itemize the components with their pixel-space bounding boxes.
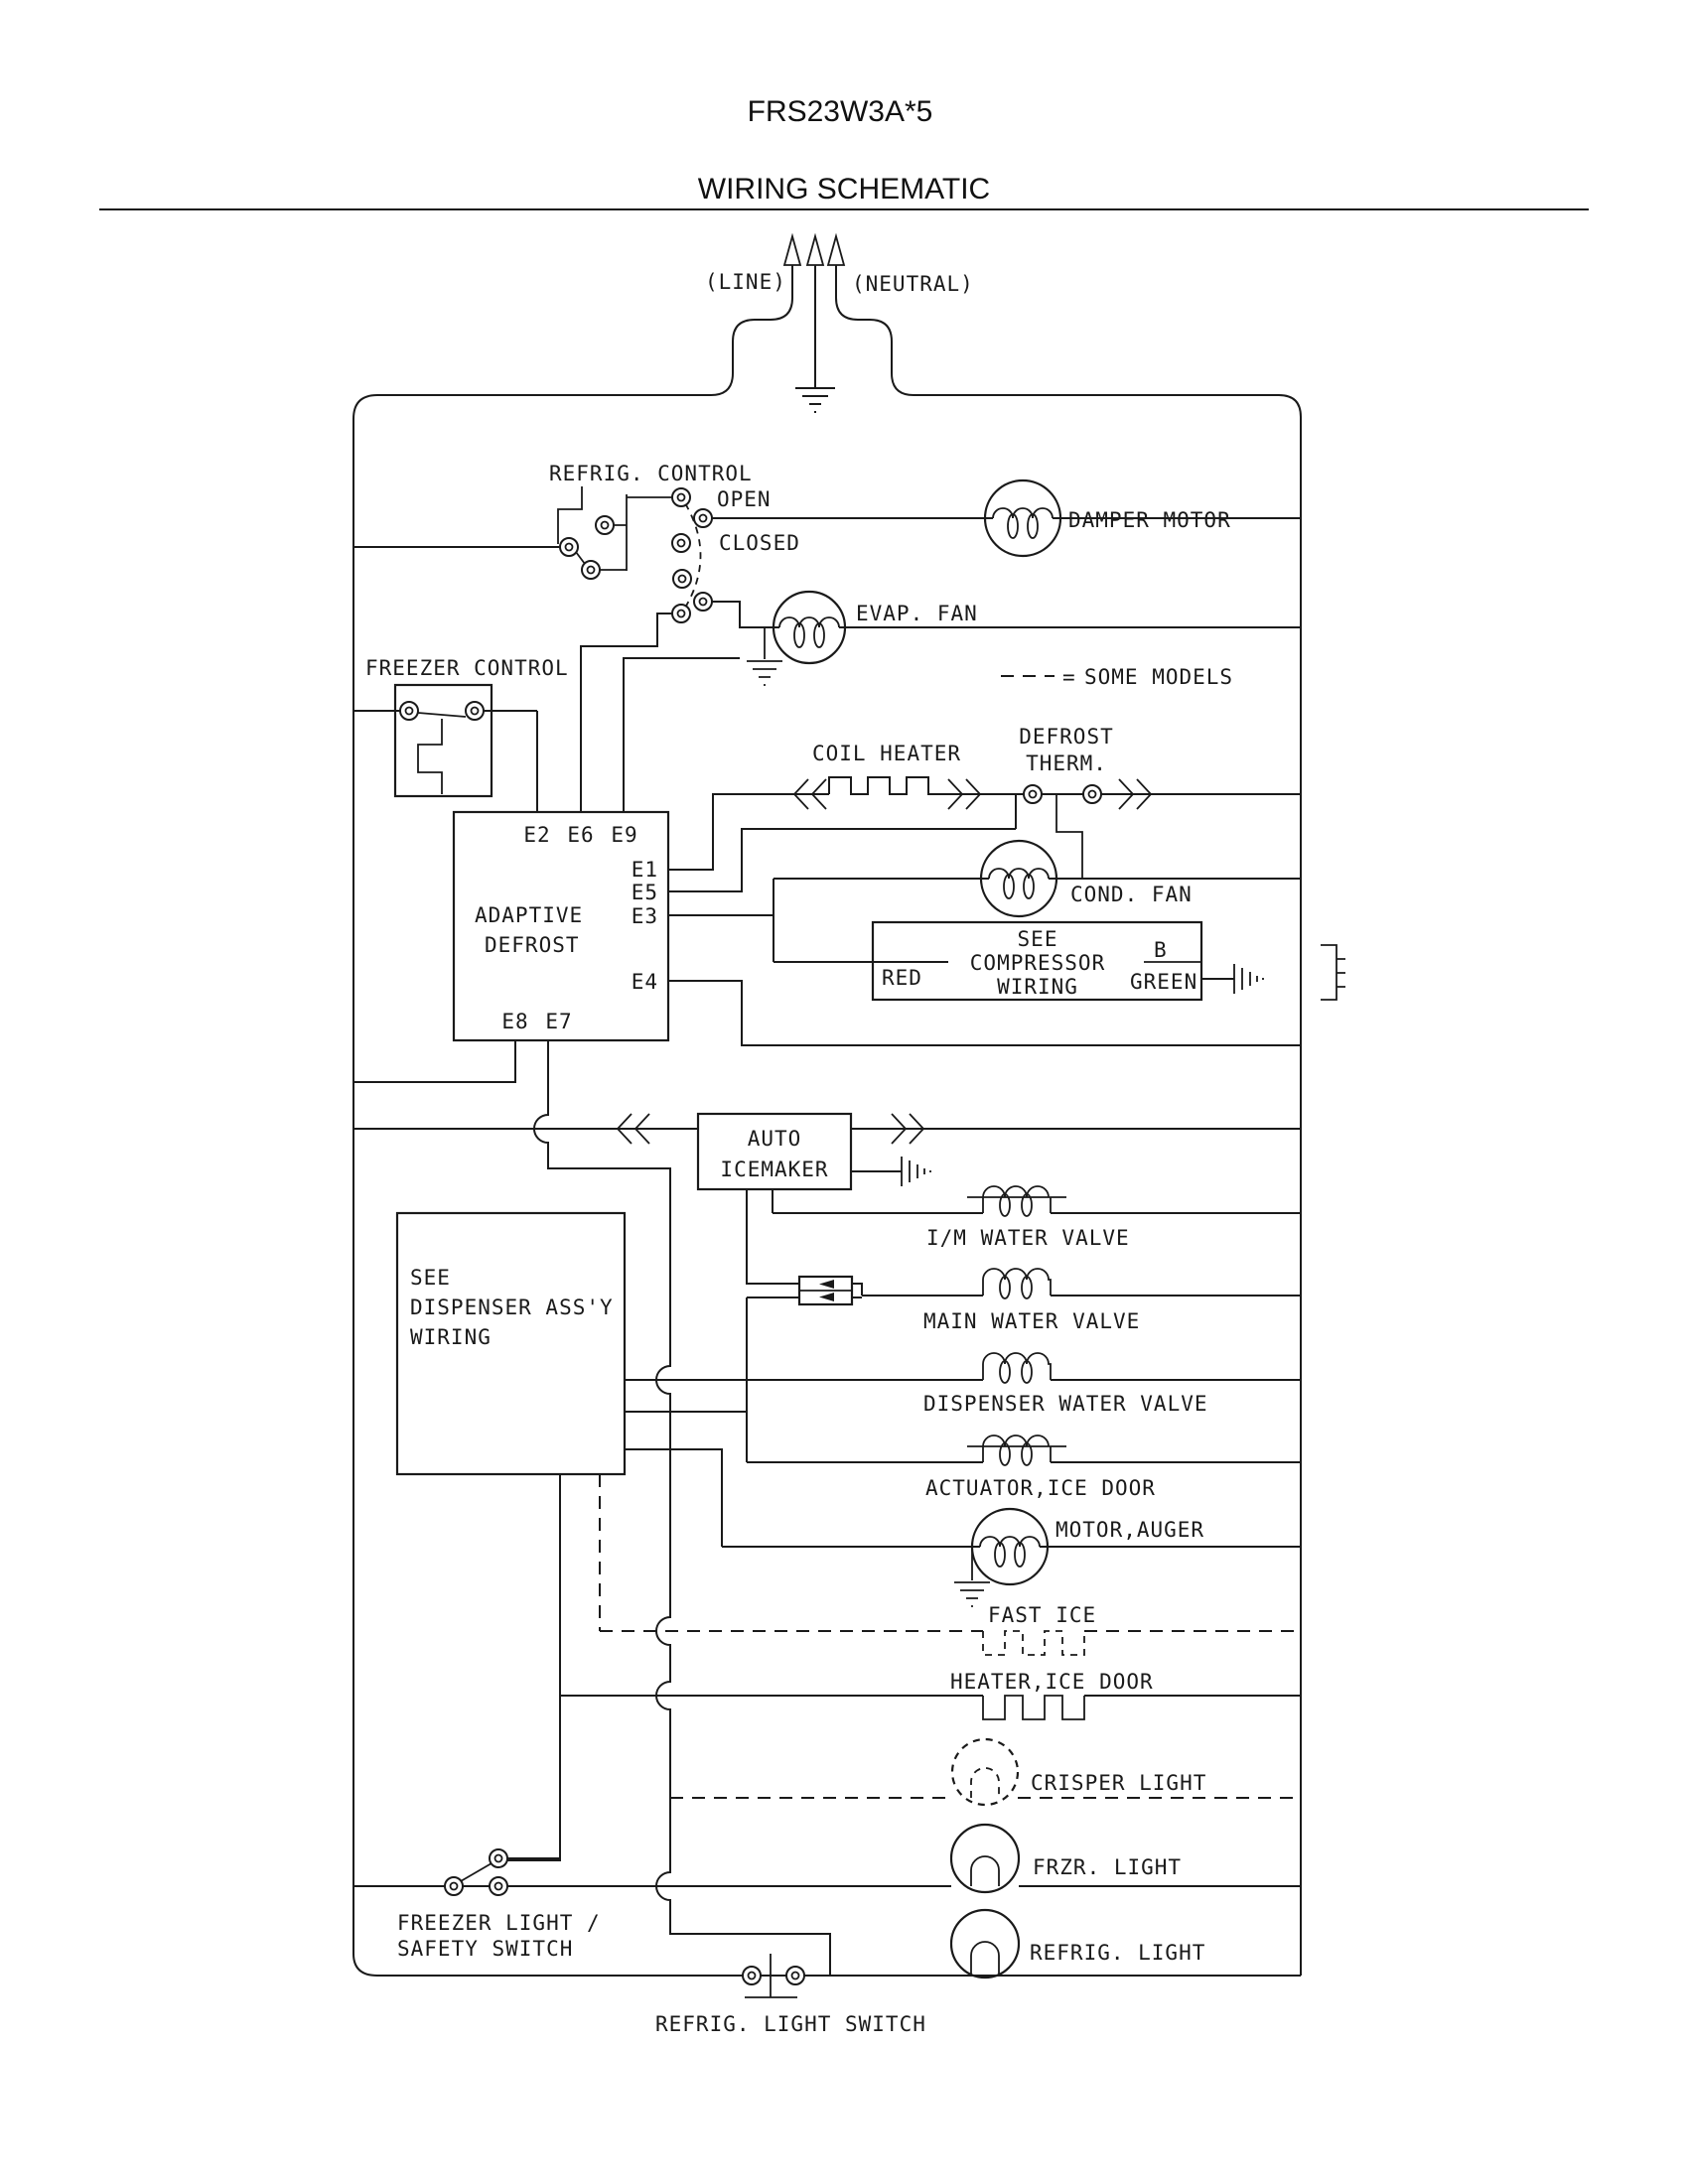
icemaker-ground-icon [902, 1157, 930, 1186]
neutral-label: (NEUTRAL) [852, 272, 974, 296]
motor-auger [722, 1509, 1301, 1606]
pin-e2: E2 [523, 823, 551, 847]
actuator-ice-door [747, 1435, 1301, 1500]
cond-fan [774, 841, 1301, 916]
compressor-label-2: COMPRESSOR [969, 951, 1106, 975]
legend-equals: = [1062, 665, 1076, 689]
cond-fan-symbol [981, 841, 1056, 916]
frzr-light-label: FRZR. LIGHT [1033, 1855, 1183, 1879]
actuator-coil [967, 1435, 1066, 1462]
dispenser-assy-label-3: WIRING [410, 1325, 492, 1349]
im-water-valve [773, 1186, 1301, 1250]
fast-ice-heater-element [983, 1631, 1084, 1655]
damper-motor [712, 480, 1301, 556]
defrost-heater-line [668, 725, 1301, 879]
compressor-red-label: RED [882, 966, 922, 990]
earth-ground-icon [795, 388, 835, 412]
refrig-light-filament [971, 1942, 999, 1976]
freezer-light-switch-label-1: FREEZER LIGHT / [397, 1911, 601, 1935]
freezer-control-label: FREEZER CONTROL [365, 656, 569, 680]
compressor [774, 922, 1345, 1000]
adaptive-defrost-label-1: ADAPTIVE [475, 903, 584, 927]
freezer-light-switch-label-2: SAFETY SWITCH [397, 1937, 574, 1961]
compressor-label-3: WIRING [997, 975, 1078, 999]
model-number: FRS23W3A*5 [747, 95, 933, 128]
icemaker-label-1: AUTO [747, 1127, 802, 1151]
legend-label: SOME MODELS [1084, 665, 1234, 689]
motor-auger-coil [980, 1537, 1040, 1547]
power-entry [705, 236, 974, 412]
pin-e9: E9 [611, 823, 638, 847]
refrig-light-symbol [951, 1910, 1019, 1978]
im-valve-coil [967, 1186, 1066, 1213]
diode-arrow-bottom-icon [819, 1293, 834, 1301]
coil-heater-label: COIL HEATER [811, 742, 962, 765]
pin-e4: E4 [631, 970, 658, 994]
refrig-light-label: REFRIG. LIGHT [1030, 1941, 1206, 1965]
diode-arrow-top-icon [819, 1280, 834, 1289]
freezer-control [353, 656, 569, 812]
motor-auger-ground-icon [954, 1547, 990, 1606]
main-valve-label: MAIN WATER VALVE [923, 1309, 1141, 1333]
line-label: (LINE) [705, 270, 786, 294]
pin-e1: E1 [631, 858, 658, 882]
e9-wire [624, 658, 740, 812]
e8-wire [353, 1040, 515, 1082]
closed-label: CLOSED [719, 531, 800, 555]
evap-fan-symbol [774, 592, 845, 663]
heater-ice-door-element [983, 1696, 1084, 1719]
dispenser-assy-label-1: SEE [410, 1266, 451, 1290]
edge-connector-icon [1321, 945, 1345, 1000]
evap-fan-label: EVAP. FAN [856, 602, 978, 625]
auto-icemaker [353, 1114, 1301, 1284]
pin-e6: E6 [567, 823, 595, 847]
dispenser-valve-label: DISPENSER WATER VALVE [923, 1392, 1208, 1416]
refrig-control-linkage [558, 486, 582, 544]
motor-auger-label: MOTOR,AUGER [1055, 1518, 1205, 1542]
crisper-light-label: CRISPER LIGHT [1031, 1771, 1207, 1795]
crisper-light-symbol [952, 1739, 1018, 1805]
main-valve-wire [852, 1284, 1301, 1297]
auger-branch-wire [625, 1449, 722, 1547]
pin-e5: E5 [631, 881, 658, 904]
dispenser-assy [397, 1213, 722, 1860]
defrost-therm-label-1: DEFROST [1019, 725, 1114, 749]
heater-ice-door-label: HEATER,ICE DOOR [950, 1670, 1154, 1694]
icemaker-bottom-wires [747, 1189, 799, 1284]
compressor-green-label: GREEN [1130, 970, 1198, 994]
icemaker-label-2: ICEMAKER [720, 1158, 829, 1181]
fast-ice [600, 1603, 1301, 1655]
compressor-label-1: SEE [1017, 927, 1058, 951]
damper-motor-symbol [985, 480, 1060, 556]
frzr-light-filament [971, 1856, 999, 1886]
supply-arrow-icons [784, 236, 844, 265]
adaptive-defrost-label-2: DEFROST [485, 933, 580, 957]
pin-e7: E7 [545, 1010, 573, 1033]
pin-e8: E8 [501, 1010, 529, 1033]
crisper-light-filament [971, 1768, 999, 1798]
page-title: WIRING SCHEMATIC [697, 173, 991, 205]
e6-wire [581, 614, 672, 812]
crisper-light [670, 1739, 1301, 1805]
refrig-light-line [655, 1910, 1205, 2036]
refrig-light-switch-label: REFRIG. LIGHT SWITCH [655, 2012, 926, 2036]
refrig-control-label: REFRIG. CONTROL [549, 462, 753, 485]
actuator-label: ACTUATOR,ICE DOOR [925, 1476, 1156, 1500]
motor-auger-symbol [972, 1509, 1048, 1584]
dispenser-water-valve [625, 1353, 1301, 1416]
main-valve-coil [983, 1269, 1051, 1296]
refrig-control [353, 462, 800, 622]
safety-switch-blade [461, 1863, 492, 1881]
evap-fan-ground-icon [747, 627, 782, 685]
pin-e3: E3 [631, 904, 658, 928]
e5-wire [668, 794, 1016, 891]
freezer-control-contact [418, 713, 466, 794]
evap-fan-coil [779, 617, 839, 627]
cond-fan-coil [989, 869, 1049, 879]
coil-heater-wire [668, 777, 1301, 870]
dashed-legend [1001, 665, 1233, 689]
im-valve-label: I/M WATER VALVE [926, 1226, 1130, 1250]
frzr-light-symbol [951, 1825, 1019, 1892]
refrig-control-terminals [560, 488, 712, 622]
fast-ice-label: FAST ICE [988, 1603, 1097, 1627]
dispenser-assy-down-wire [507, 1474, 560, 1860]
dispenser-valve-coil [983, 1353, 1051, 1380]
open-label: OPEN [717, 487, 772, 511]
compressor-b-label: B [1154, 938, 1168, 962]
e4-wire [668, 981, 1301, 1045]
defrost-therm-sensor [1056, 794, 1082, 879]
damper-motor-coil [993, 508, 1053, 518]
refrig-control-blade [576, 552, 585, 564]
cond-fan-label: COND. FAN [1070, 883, 1193, 906]
defrost-therm-label-2: THERM. [1026, 751, 1107, 775]
dispenser-assy-label-2: DISPENSER ASS'Y [410, 1296, 614, 1319]
damper-motor-label: DAMPER MOTOR [1068, 508, 1231, 532]
compressor-ground-icon [1234, 964, 1263, 994]
main-water-valve [625, 1269, 1301, 1462]
